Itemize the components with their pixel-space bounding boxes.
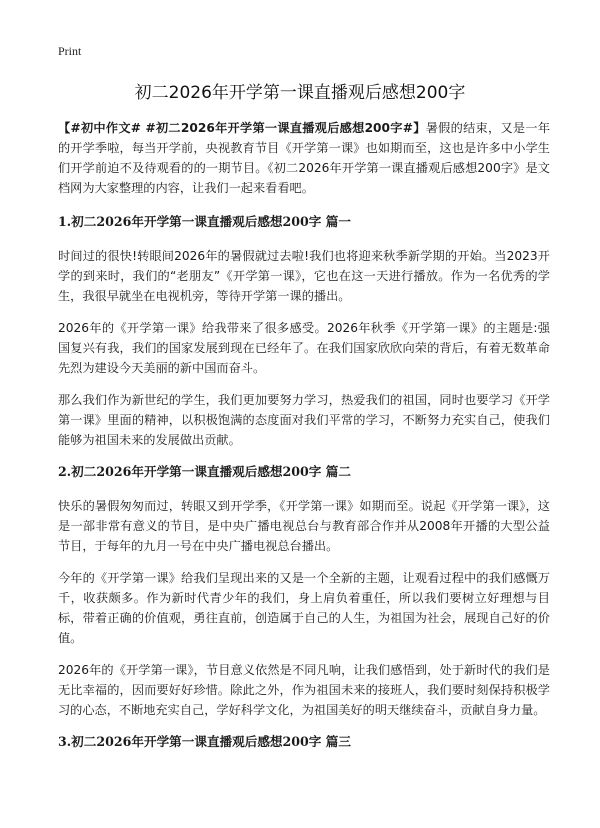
- section-2-paragraph-2: 今年的《开学第一课》给我们呈现出来的又是一个全新的主题，让观看过程中的我们感慨万千，收获颇多。作为新时代青少年的我们，身上肩负着重任，所以我们要树立好理想与目标，带着正确的价值观，勇往直前，创造属于自己的人生，为祖国为社会，展现自己好的价值。: [58, 571, 550, 645]
- intro-paragraph: [58, 118, 550, 198]
- section-2-paragraph-3: 2026年的《开学第一课》，节目意义依然是不同凡响，让我们感悟到，处于新时代的我们是无比幸福的，因而要好好珍惜。除此之外，作为祖国未来的接班人，我们要时刻保持积极学习的心态，不断地充实自己，学好科学文化，为祖国美好的明天继续奋斗，贡献自身力量。: [58, 663, 550, 717]
- section-1-paragraph-1: 时间过的很快!转眼间2026年的暑假就过去啦!我们也将迎来秋季新学期的开始。当2023开学的到来时，我们的“老朋友”《开学第一课》，它也在这一天进行播放。作为一名优秀的学生，我很早就坐在电视机旁，等待开学第一课的播出。: [58, 249, 550, 303]
- intro-text: 暑假的结束，又是一年的开学季啦，每当开学前，央视教育节目《开学第一课》也如期而至，这也是许多中小学生们开学前迫不及待观看的的一期节目。《初二2026年开学第一课直播观后感想200字》是文档网为大家整理的内容，让我们一起来看看吧。: [58, 121, 551, 195]
- article-body: [58, 118, 550, 766]
- intro-tag: 【#初中作文# #初二2026年开学第一课直播观后感想200字#】: [58, 121, 426, 135]
- section-heading-3: 3.初二2026年开学第一课直播观后感想200字 篇三: [58, 734, 351, 749]
- section-heading-2: 2.初二2026年开学第一课直播观后感想200字 篇二: [58, 464, 351, 479]
- section-1-paragraph-2: 2026年的《开学第一课》给我带来了很多感受。2026年秋季《开学第一课》的主题是:强国复兴有我，我们的国家发展到现在已经年了。在我们国家欣欣向荣的背后，有着无数革命先烈为建设今天美丽的新中国而奋斗。: [58, 321, 550, 375]
- print-link[interactable]: Print: [58, 44, 82, 58]
- section-heading-1: 1.初二2026年开学第一课直播观后感想200字 篇一: [58, 214, 351, 229]
- section-1-paragraph-3: 那么我们作为新世纪的学生，我们更加要努力学习，热爱我们的祖国，同时也要学习《开学第一课》里面的精神，以积极饱满的态度面对我们平常的学习，不断努力充实自己，使我们能够为祖国未来的发展做出贡献。: [58, 393, 550, 447]
- section-2-paragraph-1: 快乐的暑假匆匆而过，转眼又到开学季，《开学第一课》如期而至。说起《开学第一课》，这是一部非常有意义的节目，是中央广播电视总台与教育部合作并从2008年开播的大型公益节目，于每年的九月一号在中央广播电视总台播出。: [58, 499, 550, 553]
- page-title: 初二2026年开学第一课直播观后感想200字: [134, 83, 466, 103]
